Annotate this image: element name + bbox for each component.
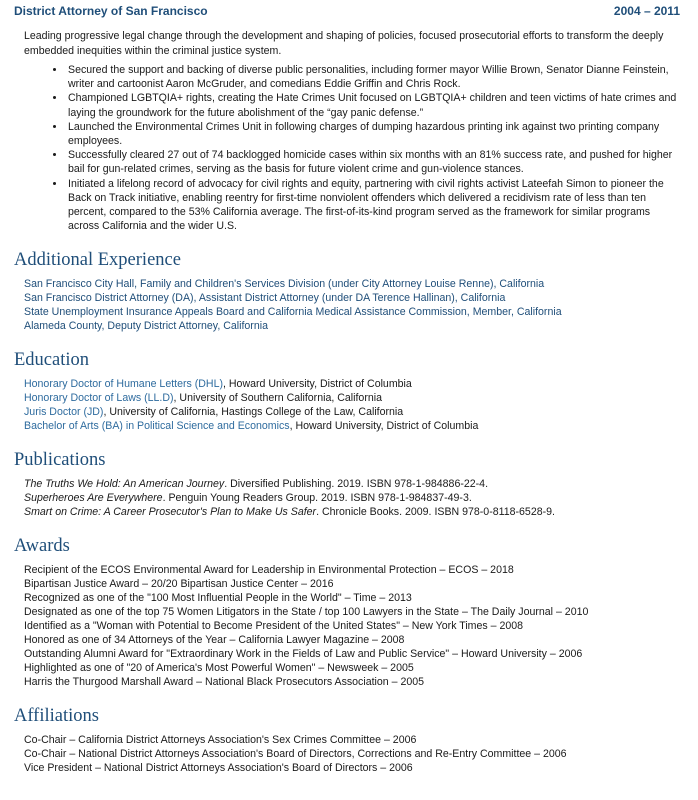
education-item bbox=[24, 391, 684, 405]
publications-heading: Publications bbox=[14, 450, 106, 471]
job-summary: Leading progressive legal change through the development and shaping of policies, focused prosecutorial efforts to transform the deeply embedded inequities within the criminal justice system. bbox=[24, 30, 664, 57]
award-item: Highlighted as one of "20 of America's Most Powerful Women" – Newsweek – 2005 bbox=[24, 662, 414, 675]
education-school: , Howard University, District of Columbia bbox=[223, 378, 412, 391]
education-school: , University of Southern California, California bbox=[173, 392, 382, 405]
job-bullet: • Secured the support and backing of diverse public personalities, including former mayor Willie Brown, Senator Dianne Feinstein, writer and cartoonist Aaron McGruder, and comedians Eddie Griffin and Chris Rock. bbox=[66, 63, 684, 91]
affiliation-desc: – National District Attorneys Association's Board of Directors, Corrections and Re-Entry Committee – 2006 bbox=[66, 748, 567, 761]
award-item: Bipartisan Justice Award – 20/20 Bipartisan Justice Center – 2016 bbox=[24, 578, 334, 591]
education-item bbox=[24, 405, 684, 419]
additional-experience-heading: Additional Experience bbox=[14, 250, 181, 271]
affiliation-desc: – California District Attorneys Association's Sex Crimes Committee – 2006 bbox=[66, 734, 417, 747]
affiliation-item bbox=[24, 761, 684, 775]
award-item: Recipient of the ECOS Environmental Award for Leadership in Environmental Protection – ECOS – 2018 bbox=[24, 564, 514, 577]
award-item: Outstanding Alumni Award for "Extraordinary Work in the Fields of Law and Public Service" – Howard University – 2006 bbox=[24, 648, 583, 661]
affiliation-desc: – National District Attorneys Association's Board of Directors – 2006 bbox=[92, 762, 413, 775]
job-bullets bbox=[14, 63, 684, 233]
job-header bbox=[14, 0, 684, 26]
job-bullet: • Initiated a lifelong record of advocacy for civil rights and equity, partnering with civil rights activist Lateefah Simon to pioneer the Back on Track initiative, enabling reentry for first-time nonviolent offenders which delivered a recidivism rate of less than ten percent, compared to the 53% California average. The first-of-its-kind program served as the framework for similar programs across California and the wider U.S. bbox=[66, 177, 684, 234]
additional-experience-list bbox=[24, 277, 684, 333]
awards-list bbox=[24, 563, 684, 689]
publication-details: . Chronicle Books. 2009. ISBN 978-0-8118-6528-9. bbox=[316, 506, 555, 519]
job-title: District Attorney of San Francisco bbox=[14, 4, 208, 18]
award-item: Recognized as one of the "100 Most Influential People in the World" – Time – 2013 bbox=[24, 592, 412, 605]
award-item: Harris the Thurgood Marshall Award – National Black Prosecutors Association – 2005 bbox=[24, 676, 425, 689]
award-item: Identified as a "Woman with Potential to Become President of the United States" – New York Times – 2008 bbox=[24, 620, 524, 633]
experience-item: Alameda County, Deputy District Attorney, California bbox=[24, 320, 268, 333]
education-degree: Honorary Doctor of Humane Letters (DHL) bbox=[24, 378, 224, 391]
education-item bbox=[24, 419, 684, 433]
affiliation-role: Vice President bbox=[24, 762, 93, 775]
affiliation-item bbox=[24, 733, 684, 747]
publication-item bbox=[24, 505, 684, 519]
experience-item: San Francisco District Attorney (DA), Assistant District Attorney (under DA Terence Hallinan), California bbox=[24, 292, 506, 305]
publication-title: Superheroes Are Everywhere bbox=[24, 492, 163, 505]
education-heading: Education bbox=[14, 350, 90, 371]
award-item: Honored as one of 34 Attorneys of the Year – California Lawyer Magazine – 2008 bbox=[24, 634, 405, 647]
affiliations-list bbox=[24, 733, 684, 775]
education-list bbox=[24, 377, 684, 433]
publication-title: The Truths We Hold: An American Journey bbox=[24, 478, 225, 491]
education-degree: Bachelor of Arts (BA) in Political Science and Economics bbox=[24, 420, 290, 433]
publication-details: . Diversified Publishing. 2019. ISBN 978-1-984886-22-4. bbox=[224, 478, 489, 491]
job-bullet: • Launched the Environmental Crimes Unit in following charges of dumping hazardous printing ink against two printing company employees. bbox=[66, 120, 684, 148]
job-bullet: • Championed LGBTQIA+ rights, creating the Hate Crimes Unit focused on LGBTQIA+ children and teen victims of hate crimes and laying the groundwork for the future abolishment of the “gay panic defense.” bbox=[66, 91, 684, 119]
education-school: , Howard University, District of Columbia bbox=[289, 420, 479, 433]
affiliation-item bbox=[24, 747, 684, 761]
affiliation-role: Co-Chair bbox=[24, 734, 67, 747]
education-degree: Honorary Doctor of Laws (LL.D) bbox=[24, 392, 174, 405]
publication-item bbox=[24, 477, 684, 491]
education-school: , University of California, Hastings College of the Law, California bbox=[103, 406, 404, 419]
affiliation-role: Co-Chair bbox=[24, 748, 67, 761]
award-item: Designated as one of the top 75 Women Litigators in the State / top 100 Lawyers in the State – The Daily Journal – 2010 bbox=[24, 606, 589, 619]
awards-heading: Awards bbox=[14, 536, 70, 557]
job-bullet: • Successfully cleared 27 out of 74 backlogged homicide cases within six months with an 81% success rate, and pushed for higher bail for gun-related crimes, serving as the basis for future violent crime and gun-violence stances. bbox=[66, 148, 684, 176]
affiliations-heading: Affiliations bbox=[14, 706, 99, 727]
education-item bbox=[24, 377, 684, 391]
publication-item bbox=[24, 491, 684, 505]
publication-title: Smart on Crime: A Career Prosecutor's Plan to Make Us Safer bbox=[24, 506, 317, 519]
publication-details: . Penguin Young Readers Group. 2019. ISBN 978-1-984837-49-3. bbox=[162, 492, 472, 505]
education-degree: Juris Doctor (JD) bbox=[24, 406, 104, 419]
publications-list bbox=[24, 477, 684, 519]
job-dates: 2004 – 2011 bbox=[613, 4, 680, 18]
experience-item: State Unemployment Insurance Appeals Board and California Medical Assistance Commission, Member, California bbox=[24, 306, 562, 319]
experience-item: San Francisco City Hall, Family and Children's Services Division (under City Attorney Louise Renne), California bbox=[24, 278, 545, 291]
